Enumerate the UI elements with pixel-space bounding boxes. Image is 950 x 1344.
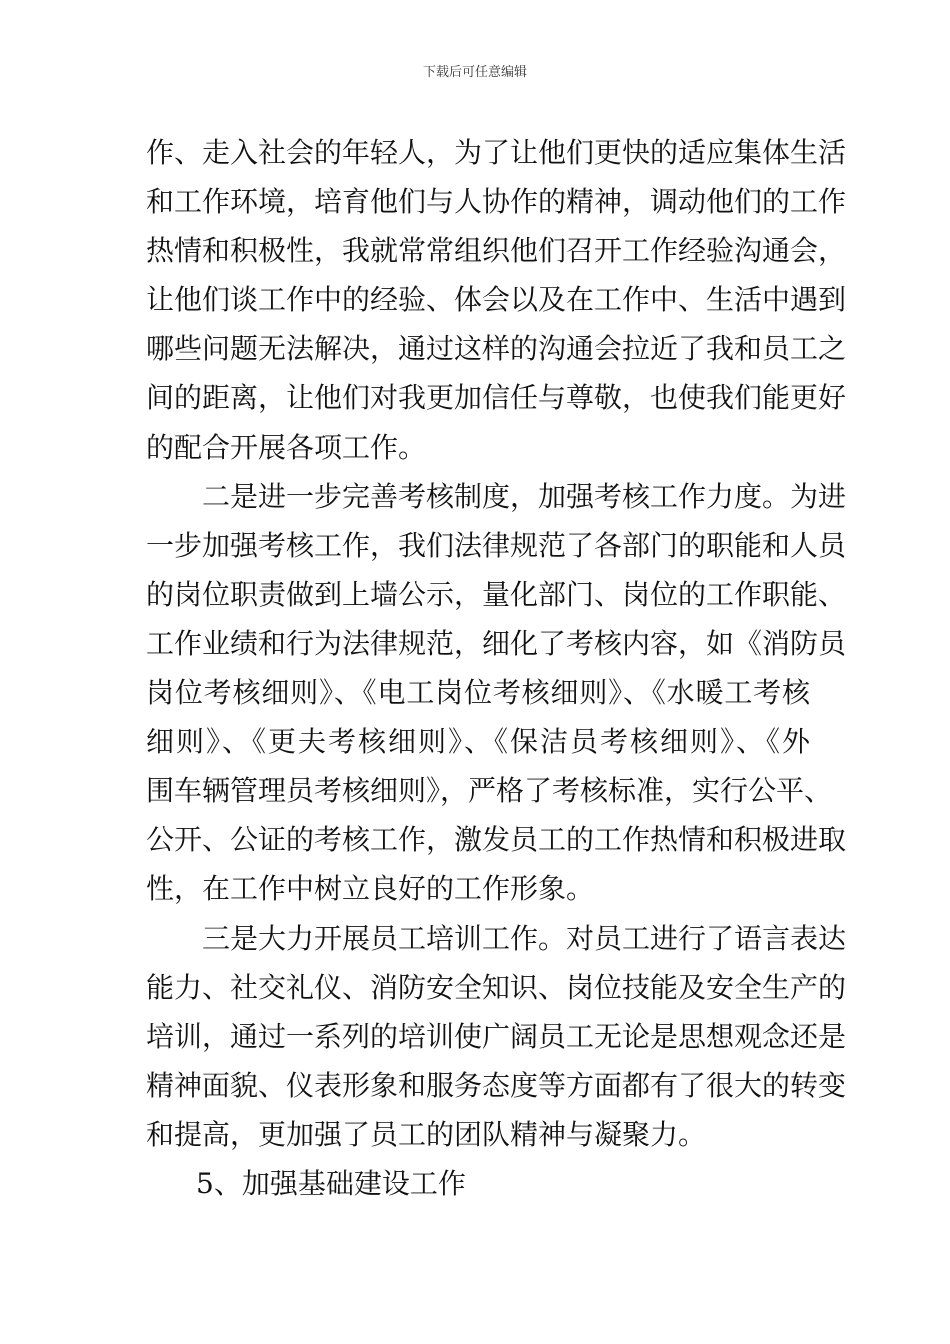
text-line: 的配合开展各项工作。 xyxy=(146,430,427,464)
text-line: 的岗位职责做到上墙公示，量化部门、岗位的工作职能、 xyxy=(146,577,847,611)
text-line: 性，在工作中树立良好的工作形象。 xyxy=(146,872,595,906)
text-line: 和工作环境，培育他们与人协作的精神，调动他们的工作 xyxy=(146,185,847,219)
page-header: 下载后可任意编辑 xyxy=(422,65,527,80)
text-line: 培训，通过一系列的培训使广阔员工无论是思想观念还是 xyxy=(146,1019,847,1053)
text-line: 三是大力开展员工培训工作。对员工进行了语言表达 xyxy=(202,921,847,955)
text-line: 热情和积极性，我就常常组织他们召开工作经验沟通会， xyxy=(146,234,847,268)
text-line: 哪些问题无法解决，通过这样的沟通会拉近了我和员工之 xyxy=(146,332,847,366)
text-line: 让他们谈工作中的经验、体会以及在工作中、生活中遇到 xyxy=(146,283,847,317)
text-line: 精神面貌、仪表形象和服务态度等方面都有了很大的转变 xyxy=(146,1068,847,1102)
document-body xyxy=(146,128,847,1208)
text-line: 公开、公证的考核工作，激发员工的工作热情和积极进取 xyxy=(146,823,847,857)
text-line: 一步加强考核工作，我们法律规范了各部门的职能和人员 xyxy=(146,528,847,562)
text-line: 围车辆管理员考核细则》，严格了考核标准，实行公平、 xyxy=(146,774,833,808)
text-line: 能力、社交礼仪、消防安全知识、岗位技能及安全生产的 xyxy=(146,970,847,1004)
text-line: 二是进一步完善考核制度，加强考核工作力度。为进 xyxy=(202,479,847,513)
text-line: 间的距离，让他们对我更加信任与尊敬，也使我们能更好 xyxy=(146,381,847,415)
text-line: 和提高，更加强了员工的团队精神与凝聚力。 xyxy=(146,1117,707,1151)
text-line: 细则》、《更夫考核细则》、《保洁员考核细则》、《外 xyxy=(146,725,810,759)
text-line: 作、走入社会的年轻人，为了让他们更快的适应集体生活 xyxy=(146,136,847,169)
text-line: 工作业绩和行为法律规范，细化了考核内容，如《消防员 xyxy=(146,626,847,660)
text-line: 岗位考核细则》、《电工岗位考核细则》、《水暖工考核 xyxy=(146,676,810,710)
section-heading: 5、加强基础建设工作 xyxy=(196,1166,466,1200)
